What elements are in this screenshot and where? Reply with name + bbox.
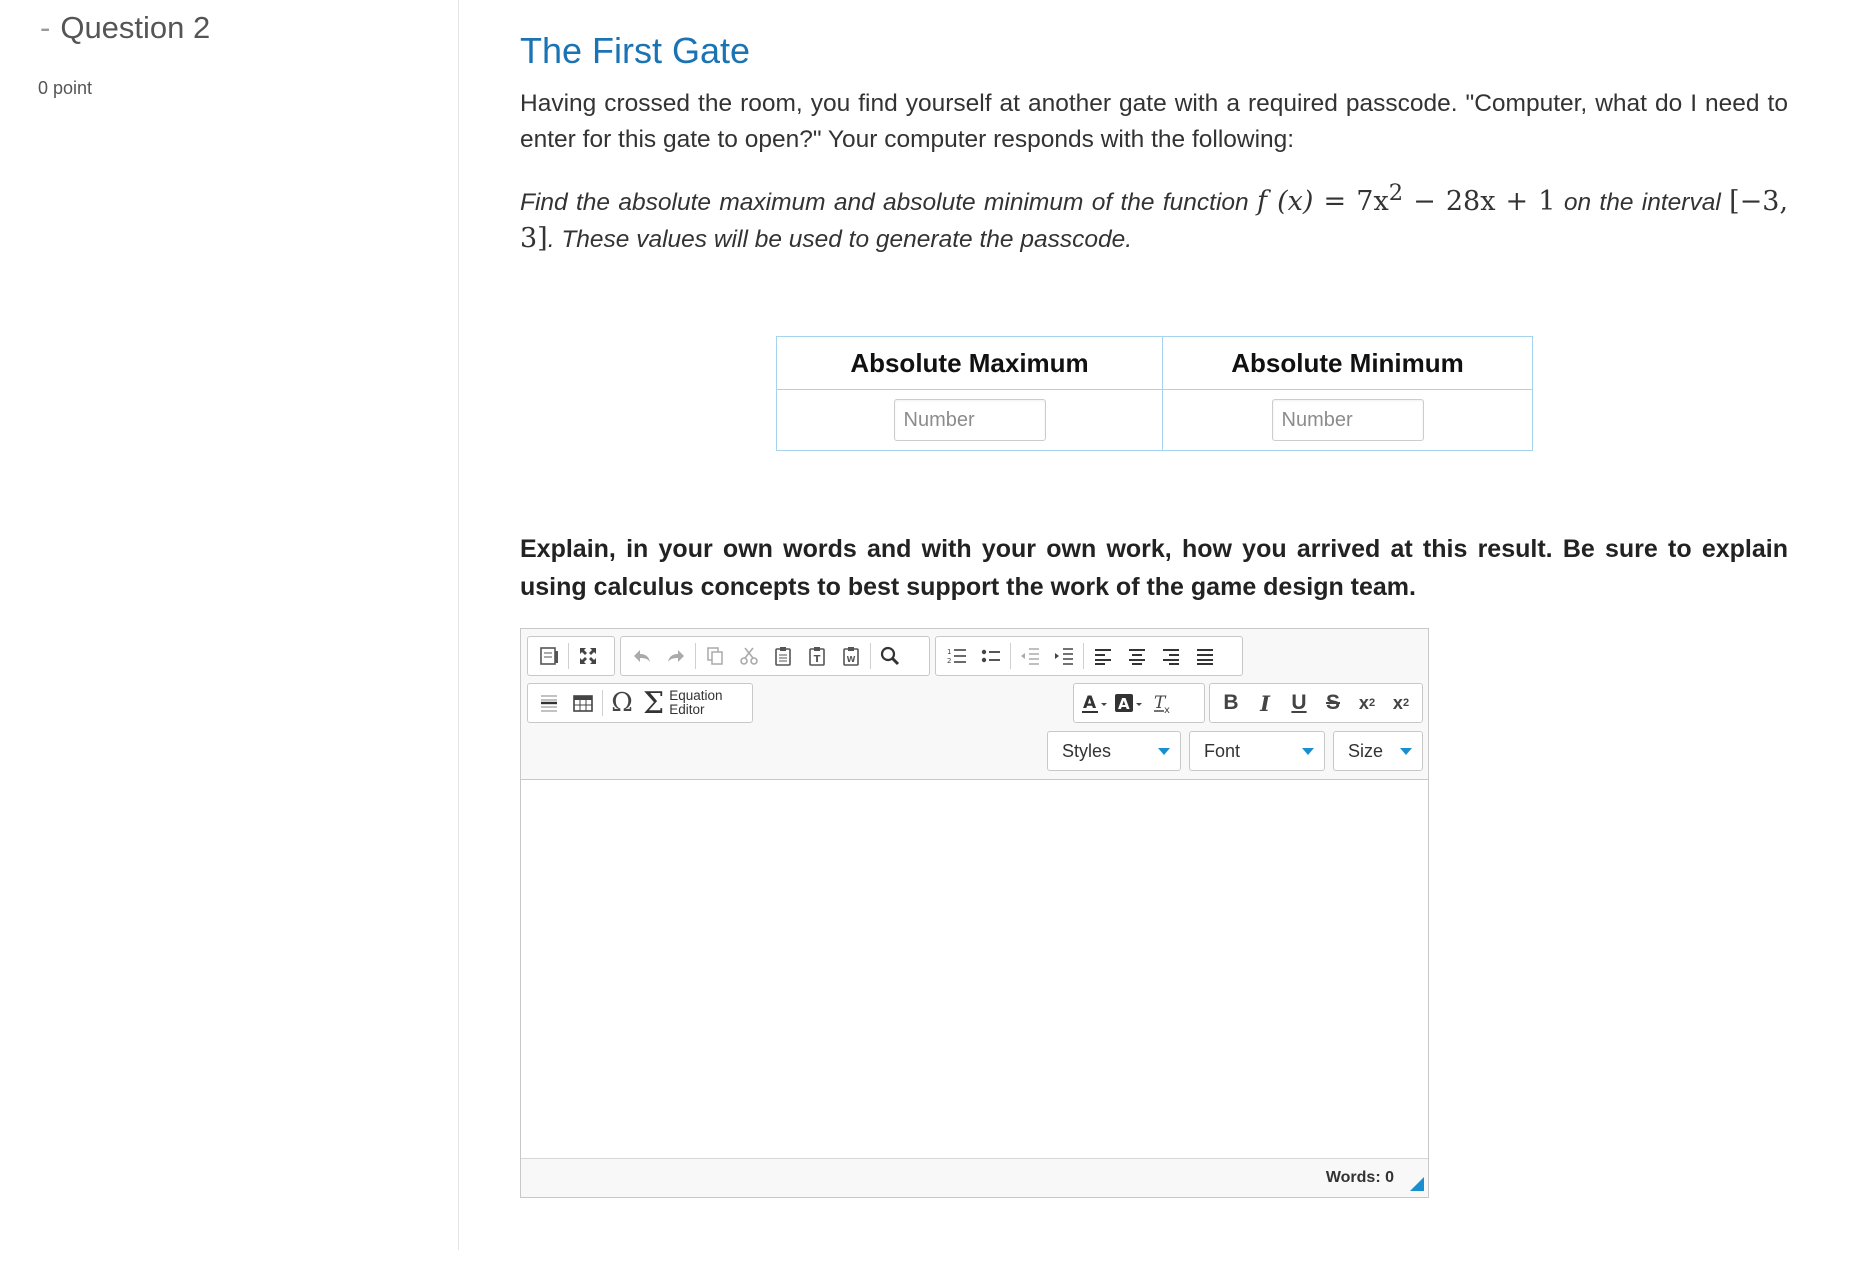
horizontal-line-icon[interactable] (532, 686, 566, 720)
editor-content-area[interactable] (521, 779, 1428, 1159)
undo-icon[interactable] (625, 639, 659, 673)
align-right-icon[interactable] (1154, 639, 1188, 673)
copy-icon[interactable] (698, 639, 732, 673)
align-left-icon[interactable] (1086, 639, 1120, 673)
toolbar-separator (1010, 643, 1011, 669)
header-absolute-minimum: Absolute Minimum (1163, 337, 1533, 390)
table-icon[interactable] (566, 686, 600, 720)
equation-editor-button[interactable] (639, 686, 727, 720)
word-count: Words: 0 (1325, 1169, 1394, 1186)
strikethrough-icon[interactable]: S (1325, 691, 1340, 714)
toolbar-separator (695, 643, 696, 669)
remove-format-icon[interactable] (1146, 686, 1180, 720)
problem-statement (520, 175, 1788, 258)
svg-text:T: T (813, 654, 821, 665)
absolute-minimum-input[interactable] (1272, 399, 1424, 441)
size-dropdown-label: Size (1348, 740, 1384, 761)
sigma-icon: Σ (643, 685, 665, 721)
problem-prefix: Find the absolute maximum and absolute minimum of the function (520, 189, 1249, 216)
paste-text-icon[interactable] (800, 639, 834, 673)
svg-text:2: 2 (947, 657, 952, 665)
svg-text:A: A (1118, 695, 1130, 713)
styles-dropdown-label: Styles (1062, 740, 1112, 761)
problem-middle: on the interval (1563, 189, 1721, 216)
collapse-dash[interactable]: - (40, 10, 51, 45)
superscript-icon[interactable]: x 2 (1392, 692, 1410, 713)
chevron-down-icon (1158, 748, 1170, 755)
subscript-icon[interactable]: x 2 (1358, 692, 1376, 713)
question-label: Question 2 (60, 10, 211, 45)
bold-icon[interactable]: B (1223, 691, 1239, 714)
function-rhs-b: − 28x + 1 (1403, 186, 1556, 217)
svg-text:A: A (1083, 693, 1097, 713)
page-title: The First Gate (520, 30, 751, 71)
justify-icon[interactable] (1188, 639, 1222, 673)
toolbar-group-insert (527, 683, 753, 723)
intro-text: Having crossed the room, you find yourself at another gate with a required passcode. "Computer, what do I need to enter for this gate to open?" Your computer responds with the following: (520, 90, 1788, 153)
max-cell (777, 390, 1163, 451)
bulleted-list-icon[interactable] (974, 639, 1008, 673)
chevron-down-icon (1302, 748, 1314, 755)
answer-table-input-row (777, 390, 1533, 451)
problem-suffix: . These values will be used to generate the passcode. (547, 226, 1132, 253)
toolbar-group-basicstyles (1209, 683, 1423, 723)
italic-icon[interactable]: I (1260, 690, 1270, 716)
size-dropdown[interactable] (1333, 731, 1423, 771)
question-points: 0 point (38, 78, 93, 98)
answer-table-header-row (777, 337, 1533, 390)
function-expression (1257, 180, 1556, 217)
align-center-icon[interactable] (1120, 639, 1154, 673)
svg-text:x: x (1164, 705, 1170, 714)
numbered-list-icon[interactable] (940, 639, 974, 673)
explain-prompt: Explain, in your own words and with your own work, how you arrived at this result. Be sure to explain using calculus concepts to best support the work of the game design team. (520, 535, 1788, 601)
absolute-maximum-input[interactable] (894, 399, 1046, 441)
bg-color-icon[interactable] (1112, 686, 1146, 720)
paste-word-icon[interactable] (834, 639, 868, 673)
resize-handle-icon[interactable] (1410, 1177, 1424, 1191)
svg-text:1: 1 (947, 648, 952, 656)
svg-text:T: T (1154, 693, 1166, 713)
font-dropdown-label: Font (1204, 740, 1241, 761)
maximize-icon[interactable] (571, 639, 605, 673)
toolbar-separator (568, 643, 569, 669)
toolbar-group-paragraph (935, 636, 1243, 676)
rich-text-editor (520, 628, 1429, 1198)
interval-expression: [−3, 3] (520, 186, 1789, 254)
question-sidebar (0, 0, 459, 1250)
font-dropdown[interactable] (1189, 731, 1325, 771)
paste-icon[interactable] (766, 639, 800, 673)
question-header[interactable] (40, 10, 210, 46)
special-char-icon[interactable]: Ω (611, 688, 633, 718)
toolbar-separator (1083, 643, 1084, 669)
equation-editor-label: Equation Editor (669, 688, 723, 717)
styles-dropdown[interactable] (1047, 731, 1181, 771)
toolbar-group-clipboard (620, 636, 930, 676)
underline-icon[interactable]: U (1291, 691, 1307, 714)
toolbar-separator (602, 690, 603, 716)
toolbar-group-document (527, 636, 615, 676)
toolbar-separator (870, 643, 871, 669)
outdent-icon[interactable] (1013, 639, 1047, 673)
source-icon[interactable] (532, 639, 566, 673)
find-icon[interactable] (873, 639, 907, 673)
indent-icon[interactable] (1047, 639, 1081, 673)
redo-icon[interactable] (659, 639, 693, 673)
header-absolute-maximum: Absolute Maximum (777, 337, 1163, 390)
chevron-down-icon (1400, 748, 1412, 755)
min-cell (1163, 390, 1533, 451)
function-lhs: f (x) = (1257, 186, 1347, 217)
function-rhs-a: 7x (1356, 186, 1389, 217)
answer-table (776, 336, 1533, 451)
svg-text:W: W (846, 655, 856, 664)
cut-icon[interactable] (732, 639, 766, 673)
toolbar-group-colors (1073, 683, 1205, 723)
function-exponent: 2 (1388, 180, 1404, 206)
text-color-icon[interactable] (1078, 686, 1112, 720)
